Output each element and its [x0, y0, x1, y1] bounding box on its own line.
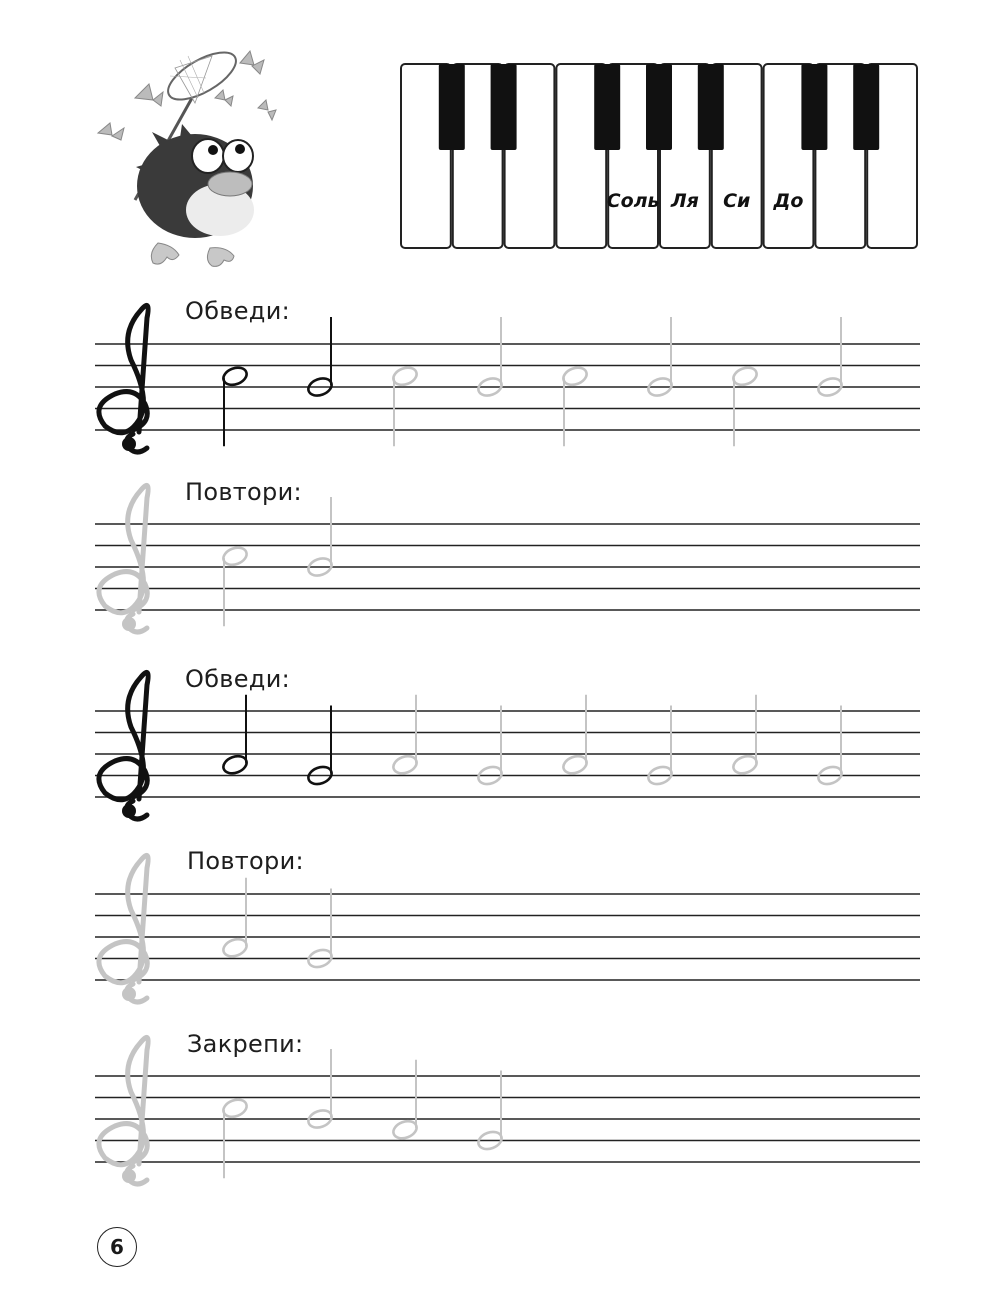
half-note [221, 878, 249, 960]
section-title: Повтори: [187, 847, 304, 875]
half-note [221, 1097, 249, 1179]
section-title: Закрепи: [187, 1030, 304, 1058]
black-key [801, 64, 827, 150]
treble-clef-icon [99, 1038, 148, 1185]
half-note [391, 365, 419, 447]
black-key [439, 64, 465, 150]
half-note [391, 1060, 419, 1142]
section-title: Обведи: [185, 665, 290, 693]
music-staff [95, 478, 925, 638]
music-staff [95, 665, 925, 825]
half-note [561, 695, 589, 777]
black-key [853, 64, 879, 150]
page-number: 6 [97, 1227, 137, 1267]
section-title: Обведи: [185, 297, 290, 325]
treble-clef-icon [99, 856, 148, 1003]
music-staff [95, 1030, 925, 1190]
piano-key-label: Си [723, 190, 751, 212]
piano-key-label: Ля [670, 190, 699, 212]
black-key [646, 64, 672, 150]
treble-clef-icon [99, 673, 148, 820]
black-key [698, 64, 724, 150]
treble-clef-icon [99, 486, 148, 633]
treble-clef-icon [99, 306, 148, 453]
piano-key-label: Соль [606, 190, 660, 212]
half-note [731, 695, 759, 777]
music-staff [95, 848, 925, 1008]
black-key [491, 64, 517, 150]
section-title: Повтори: [185, 478, 302, 506]
half-note [391, 695, 419, 777]
black-key [594, 64, 620, 150]
mascot-illustration [80, 38, 295, 268]
half-note [561, 365, 589, 447]
piano-key-label: До [773, 190, 804, 212]
half-note [221, 545, 249, 627]
music-staff [95, 298, 925, 458]
half-note [221, 365, 249, 447]
piano-keyboard [400, 63, 918, 251]
half-note [731, 365, 759, 447]
half-note [221, 695, 249, 777]
